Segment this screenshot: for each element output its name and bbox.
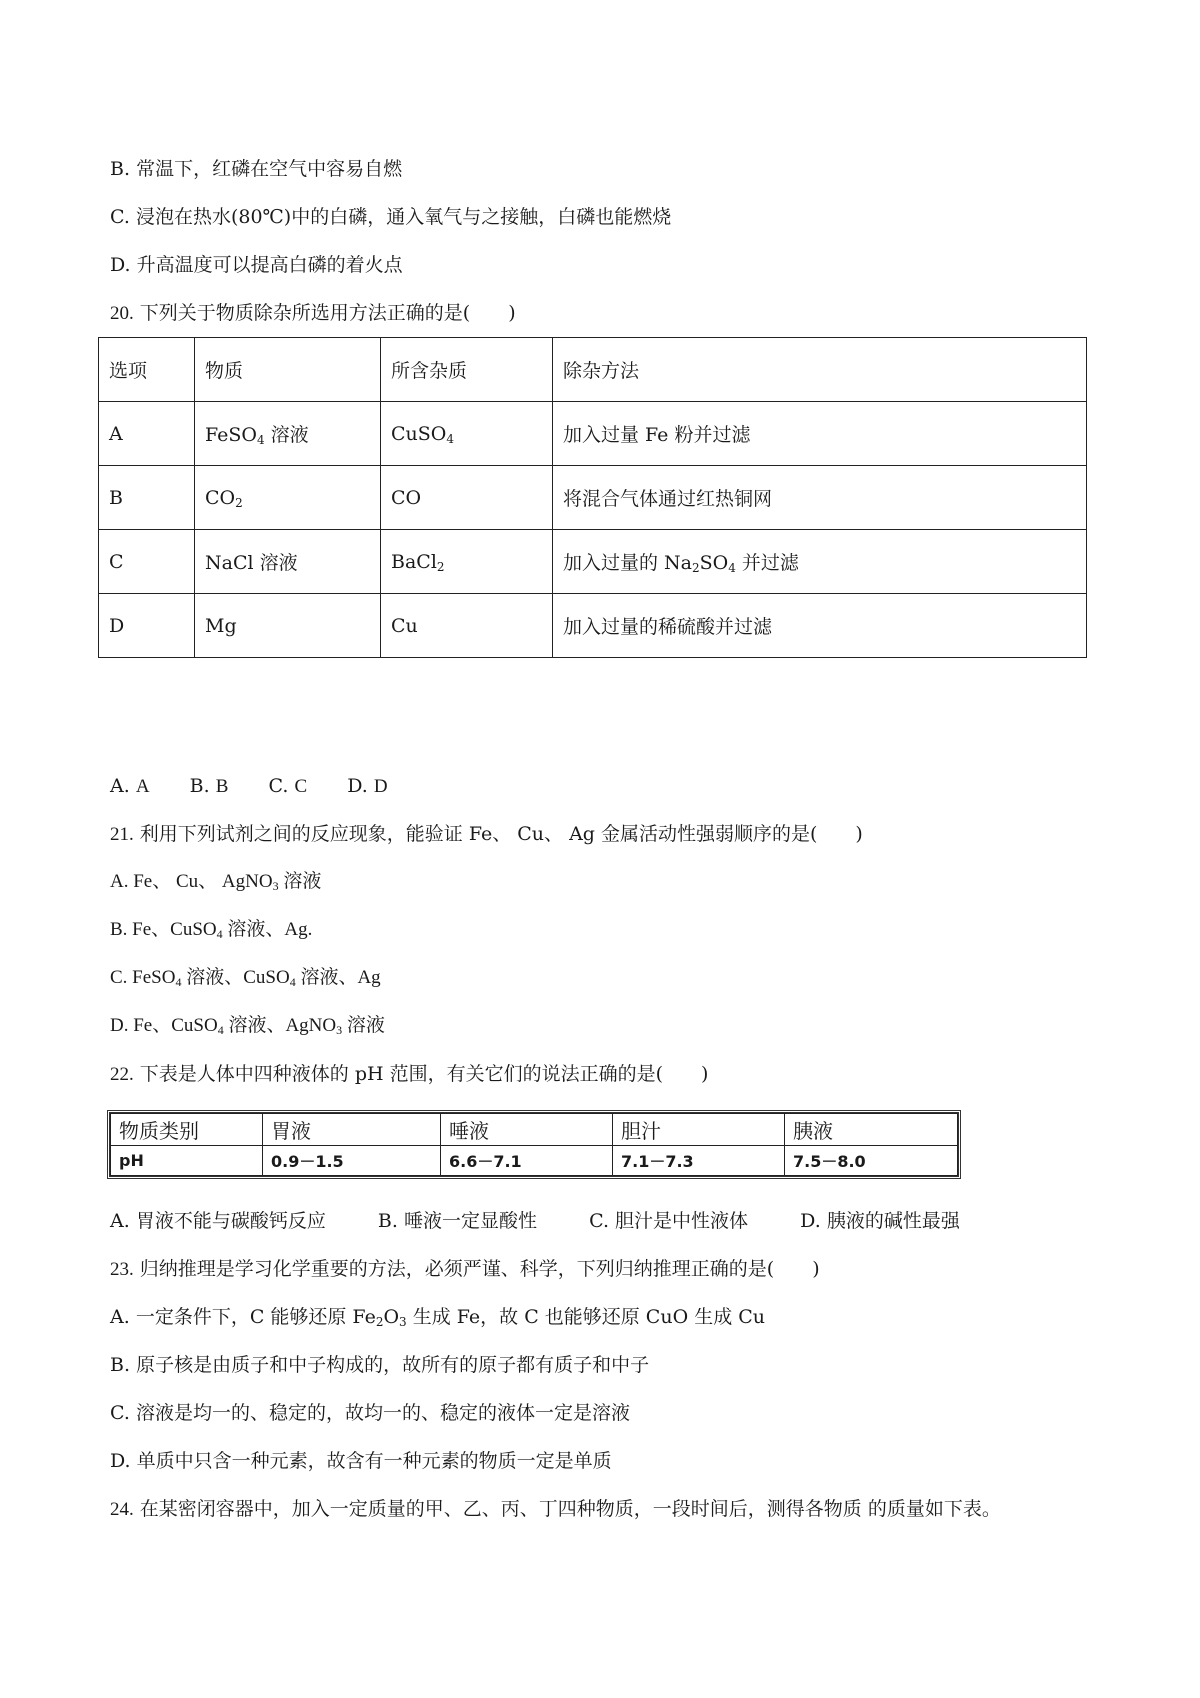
option-label: B. (377, 1210, 398, 1232)
cell-method: 将混合气体通过红热铜网 (553, 466, 1087, 530)
option-label: D. (347, 775, 368, 797)
option-label: C. (268, 775, 289, 797)
table-row (111, 1146, 958, 1176)
option-label: D. (110, 1450, 131, 1472)
option-label: A. (110, 1210, 130, 1232)
q20-options (110, 773, 388, 800)
option-text: 唾液一定显酸性 (403, 1210, 537, 1232)
impurity-table (98, 337, 1087, 658)
question-text: 下列关于物质除杂所选用方法正确的是( ) (139, 302, 516, 324)
option-label: A. (110, 775, 130, 797)
option-label: B. (110, 1354, 131, 1376)
option-label: B. (110, 158, 131, 180)
option-text: 浸泡在热水(80℃)中的白磷，通入氧气与之接触，白磷也能燃烧 (135, 206, 672, 228)
value-cell: 0.9－1.5 (263, 1146, 441, 1176)
q19-option-c (110, 204, 671, 230)
option-text: 胃液不能与碳酸钙反应 (135, 1210, 326, 1232)
cell-option: B (99, 466, 195, 530)
option-text: 胆汁是中性液体 (615, 1210, 749, 1232)
header-cell: 物质类别 (111, 1114, 263, 1146)
option-text: 常温下，红磷在空气中容易自燃 (136, 158, 403, 180)
q24-stem (110, 1496, 1001, 1523)
cell-option: A (99, 402, 195, 466)
table-header-row (99, 338, 1087, 402)
header-cell: 所含杂质 (381, 338, 553, 402)
cell-substance: $CO_2$ (195, 466, 381, 530)
option-label: C. (110, 206, 130, 228)
cell-method: 加入过量的 $Na_2SO_4$ 并过滤 (553, 530, 1087, 594)
ph-table (110, 1113, 958, 1176)
option-text: 原子核是由质子和中子构成的，故所有的原子都有质子和中子 (136, 1354, 650, 1376)
value-cell: 7.5－8.0 (785, 1146, 958, 1176)
cell-option: D (99, 594, 195, 658)
option-text: 溶液是均一的、稳定的，故均一的、稳定的液体一定是溶液 (135, 1402, 630, 1424)
q21-option-c: C. FeSO$_4$ 溶液、CuSO$_4$ 溶液、Ag (110, 967, 381, 989)
option-text: 单质中只含一种元素，故含有一种元素的物质一定是单质 (136, 1450, 612, 1472)
option-label: D. (800, 1210, 821, 1232)
cell-method: 加入过量 Fe 粉并过滤 (553, 402, 1087, 466)
question-text: 下表是人体中四种液体的 pH 范围，有关它们的说法正确的是( ) (139, 1063, 709, 1085)
question-number: 21. (110, 824, 134, 845)
question-number: 24. (110, 1499, 134, 1520)
cell-substance: FeSO$_4$ 溶液 (195, 402, 381, 466)
cell-impurity: CO (381, 466, 553, 530)
table-row (99, 402, 1087, 466)
cell-substance: Mg (195, 594, 381, 658)
option-text: 升高温度可以提高白磷的着火点 (136, 254, 403, 276)
option-text: C (294, 776, 308, 797)
question-text: 归纳推理是学习化学重要的方法，必须严谨、科学，下列归纳推理正确的是( ) (139, 1258, 820, 1280)
q20-stem (110, 300, 516, 327)
cell-method: 加入过量的稀硫酸并过滤 (553, 594, 1087, 658)
header-cell: 物质 (195, 338, 381, 402)
table-header-row (111, 1114, 958, 1146)
q21-option-a: A. Fe、 Cu、 AgNO$_3$ 溶液 (110, 871, 322, 893)
option-label: B. (189, 775, 210, 797)
option-label: D. (110, 254, 131, 276)
header-cell: 选项 (99, 338, 195, 402)
table-row (99, 466, 1087, 530)
table-row (99, 594, 1087, 658)
q22-stem (110, 1061, 708, 1088)
value-cell: 7.1－7.3 (613, 1146, 785, 1176)
header-cell: 胰液 (785, 1114, 958, 1146)
q23-option-a: A. 一定条件下，C 能够还原 $Fe_2O_3$ 生成 Fe，故 C 也能够还原 CuO 生成 Cu (110, 1306, 766, 1329)
header-cell: 胆汁 (613, 1114, 785, 1146)
q23-option-c (110, 1400, 630, 1426)
option-label: C. (589, 1210, 609, 1232)
question-text: 利用下列试剂之间的反应现象，能验证 Fe、 Cu、 Ag 金属活动性强弱顺序的是( ) (139, 823, 863, 845)
question-number: 22. (110, 1064, 134, 1085)
q23-option-b (110, 1352, 649, 1378)
cell-impurity: CuSO$_4$ (381, 402, 553, 466)
header-cell: 唾液 (441, 1114, 613, 1146)
q23-option-d (110, 1448, 612, 1474)
q21-stem (110, 821, 863, 848)
q21-option-b: B. Fe、CuSO$_4$ 溶液、Ag. (110, 919, 313, 941)
q21-option-d: D. Fe、CuSO$_4$ 溶液、AgNO$_3$ 溶液 (110, 1015, 385, 1037)
q19-option-d (110, 252, 403, 278)
q23-stem (110, 1256, 820, 1283)
header-cell: 除杂方法 (553, 338, 1087, 402)
option-text: D (373, 776, 388, 797)
header-cell: 胃液 (263, 1114, 441, 1146)
option-text: A (135, 776, 150, 797)
value-cell: 6.6－7.1 (441, 1146, 613, 1176)
option-label: C. (110, 1402, 130, 1424)
question-number: 20. (110, 303, 134, 324)
cell-impurity: Cu (381, 594, 553, 658)
q19-option-b (110, 156, 402, 182)
cell-option: C (99, 530, 195, 594)
question-text: 在某密闭容器中，加入一定质量的甲、乙、丙、丁四种物质，一段时间后，测得各物质 的质量如下表。 (139, 1498, 1001, 1520)
value-cell: pH (111, 1146, 263, 1176)
q22-options (110, 1208, 960, 1234)
option-text: B (215, 776, 229, 797)
option-text: 胰液的碱性最强 (826, 1210, 960, 1232)
cell-substance: NaCl 溶液 (195, 530, 381, 594)
cell-impurity: BaCl$_2$ (381, 530, 553, 594)
question-number: 23. (110, 1259, 134, 1280)
table-row (99, 530, 1087, 594)
